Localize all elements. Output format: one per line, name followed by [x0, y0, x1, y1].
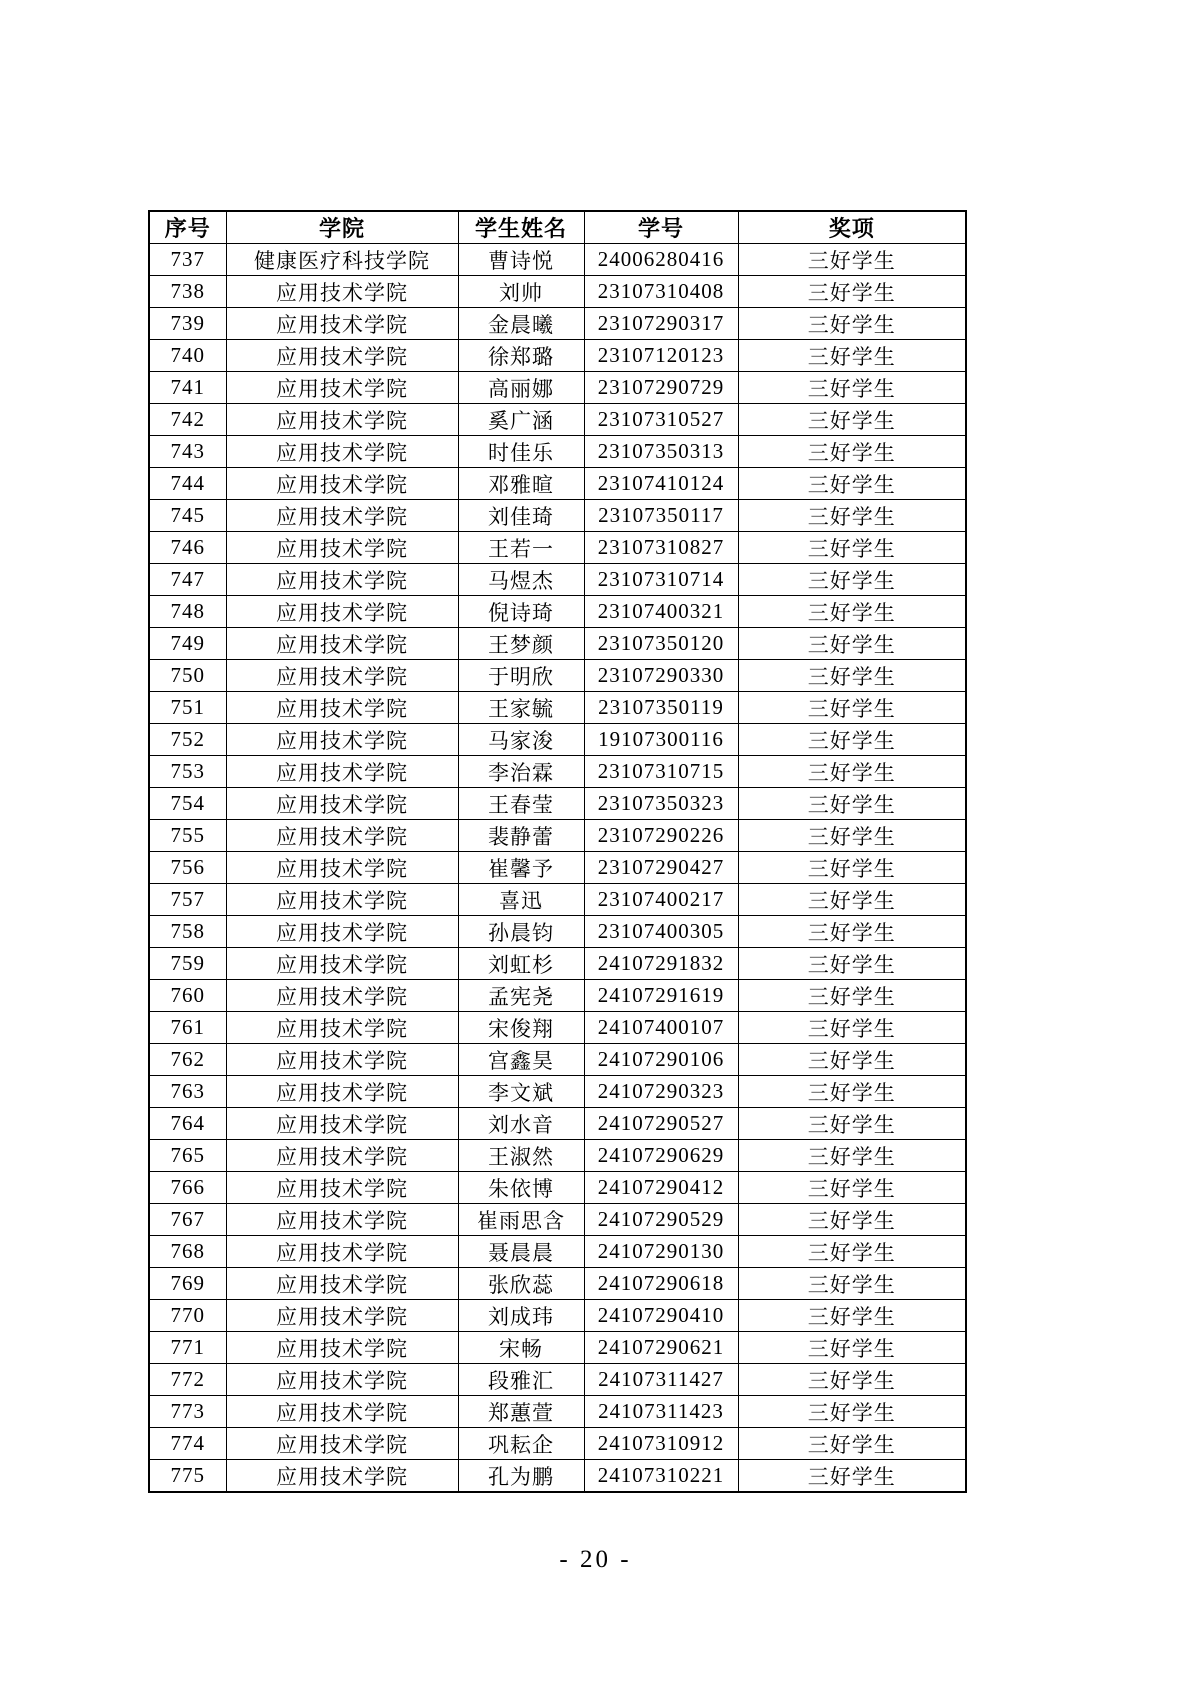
award-cell: 三好学生: [738, 1204, 966, 1236]
serial-cell: 746: [149, 532, 226, 564]
student-id-cell: 23107350313: [584, 436, 738, 468]
serial-cell: 745: [149, 500, 226, 532]
table-row: [149, 1396, 966, 1428]
table-row: [149, 628, 966, 660]
serial-cell: 754: [149, 788, 226, 820]
college-cell: 应用技术学院: [226, 788, 458, 820]
student-id-cell: 24107290412: [584, 1172, 738, 1204]
serial-cell: 767: [149, 1204, 226, 1236]
award-cell: 三好学生: [738, 1460, 966, 1493]
student-id-cell: 23107350323: [584, 788, 738, 820]
award-cell: 三好学生: [738, 692, 966, 724]
student-id-cell: 24107290130: [584, 1236, 738, 1268]
table-row: [149, 948, 966, 980]
serial-cell: 762: [149, 1044, 226, 1076]
college-cell: 应用技术学院: [226, 980, 458, 1012]
student-name-cell: 王春莹: [458, 788, 584, 820]
student-name-cell: 朱依博: [458, 1172, 584, 1204]
student-name-cell: 邓雅暄: [458, 468, 584, 500]
table-row: [149, 1300, 966, 1332]
serial-cell: 740: [149, 340, 226, 372]
serial-cell: 771: [149, 1332, 226, 1364]
student-name-cell: 段雅汇: [458, 1364, 584, 1396]
serial-cell: 753: [149, 756, 226, 788]
award-cell: 三好学生: [738, 852, 966, 884]
college-cell: 应用技术学院: [226, 1300, 458, 1332]
student-name-cell: 王梦颜: [458, 628, 584, 660]
table-row: [149, 564, 966, 596]
award-cell: 三好学生: [738, 372, 966, 404]
table-row: [149, 308, 966, 340]
award-cell: 三好学生: [738, 1300, 966, 1332]
serial-cell: 764: [149, 1108, 226, 1140]
serial-cell: 770: [149, 1300, 226, 1332]
student-id-cell: 24107310221: [584, 1460, 738, 1493]
serial-cell: 750: [149, 660, 226, 692]
college-cell: 应用技术学院: [226, 1044, 458, 1076]
table-row: [149, 692, 966, 724]
college-cell: 应用技术学院: [226, 1172, 458, 1204]
student-id-cell: 23107310408: [584, 276, 738, 308]
college-cell: 应用技术学院: [226, 628, 458, 660]
student-name-cell: 孔为鹏: [458, 1460, 584, 1493]
college-cell: 应用技术学院: [226, 596, 458, 628]
student-name-cell: 倪诗琦: [458, 596, 584, 628]
award-cell: 三好学生: [738, 1012, 966, 1044]
award-cell: 三好学生: [738, 724, 966, 756]
student-id-cell: 24107311423: [584, 1396, 738, 1428]
table-row: [149, 404, 966, 436]
student-name-cell: 金晨曦: [458, 308, 584, 340]
student-name-cell: 刘佳琦: [458, 500, 584, 532]
student-name-cell: 刘虹杉: [458, 948, 584, 980]
serial-cell: 749: [149, 628, 226, 660]
col-header-serial: 序号: [149, 211, 226, 244]
award-cell: 三好学生: [738, 1108, 966, 1140]
serial-cell: 758: [149, 916, 226, 948]
student-id-cell: 24107290621: [584, 1332, 738, 1364]
award-cell: 三好学生: [738, 564, 966, 596]
table-body: [149, 244, 966, 1493]
college-cell: 应用技术学院: [226, 820, 458, 852]
college-cell: 应用技术学院: [226, 1140, 458, 1172]
college-cell: 应用技术学院: [226, 1396, 458, 1428]
table-row: [149, 980, 966, 1012]
student-id-cell: 23107120123: [584, 340, 738, 372]
student-name-cell: 聂晨晨: [458, 1236, 584, 1268]
award-cell: 三好学生: [738, 532, 966, 564]
award-cell: 三好学生: [738, 1268, 966, 1300]
college-cell: 应用技术学院: [226, 852, 458, 884]
award-cell: 三好学生: [738, 1076, 966, 1108]
serial-cell: 766: [149, 1172, 226, 1204]
table-row: [149, 1076, 966, 1108]
table-row: [149, 1428, 966, 1460]
table-row: [149, 1204, 966, 1236]
student-name-cell: 曹诗悦: [458, 244, 584, 276]
table-row: [149, 276, 966, 308]
award-cell: 三好学生: [738, 884, 966, 916]
serial-cell: 743: [149, 436, 226, 468]
table-row: [149, 660, 966, 692]
award-cell: 三好学生: [738, 916, 966, 948]
table-row: [149, 884, 966, 916]
table-row: [149, 340, 966, 372]
table-row: [149, 724, 966, 756]
table-row: [149, 1332, 966, 1364]
student-id-cell: 24107290629: [584, 1140, 738, 1172]
college-cell: 健康医疗科技学院: [226, 244, 458, 276]
award-cell: 三好学生: [738, 980, 966, 1012]
student-name-cell: 裴静蕾: [458, 820, 584, 852]
student-name-cell: 李文斌: [458, 1076, 584, 1108]
college-cell: 应用技术学院: [226, 436, 458, 468]
serial-cell: 760: [149, 980, 226, 1012]
col-header-student-name: 学生姓名: [458, 211, 584, 244]
serial-cell: 741: [149, 372, 226, 404]
college-cell: 应用技术学院: [226, 916, 458, 948]
table-row: [149, 532, 966, 564]
college-cell: 应用技术学院: [226, 1268, 458, 1300]
student-name-cell: 宋畅: [458, 1332, 584, 1364]
student-id-cell: 23107310715: [584, 756, 738, 788]
student-id-cell: 24107310912: [584, 1428, 738, 1460]
student-id-cell: 23107400217: [584, 884, 738, 916]
serial-cell: 737: [149, 244, 226, 276]
college-cell: 应用技术学院: [226, 1236, 458, 1268]
table-row: [149, 1044, 966, 1076]
college-cell: 应用技术学院: [226, 1364, 458, 1396]
student-name-cell: 崔雨思含: [458, 1204, 584, 1236]
student-id-cell: 24006280416: [584, 244, 738, 276]
college-cell: 应用技术学院: [226, 884, 458, 916]
student-id-cell: 24107291619: [584, 980, 738, 1012]
serial-cell: 763: [149, 1076, 226, 1108]
student-name-cell: 马煜杰: [458, 564, 584, 596]
student-name-cell: 崔馨予: [458, 852, 584, 884]
table-row: [149, 788, 966, 820]
serial-cell: 748: [149, 596, 226, 628]
award-cell: 三好学生: [738, 1332, 966, 1364]
student-id-cell: 19107300116: [584, 724, 738, 756]
college-cell: 应用技术学院: [226, 948, 458, 980]
student-name-cell: 徐郑璐: [458, 340, 584, 372]
student-id-cell: 24107290106: [584, 1044, 738, 1076]
college-cell: 应用技术学院: [226, 276, 458, 308]
college-cell: 应用技术学院: [226, 1332, 458, 1364]
student-id-cell: 23107290330: [584, 660, 738, 692]
serial-cell: 759: [149, 948, 226, 980]
award-cell: 三好学生: [738, 1364, 966, 1396]
student-id-cell: 24107290527: [584, 1108, 738, 1140]
college-cell: 应用技术学院: [226, 468, 458, 500]
award-cell: 三好学生: [738, 276, 966, 308]
serial-cell: 775: [149, 1460, 226, 1493]
table-row: [149, 1172, 966, 1204]
serial-cell: 756: [149, 852, 226, 884]
student-name-cell: 高丽娜: [458, 372, 584, 404]
student-id-cell: 23107400321: [584, 596, 738, 628]
student-name-cell: 孙晨钧: [458, 916, 584, 948]
serial-cell: 761: [149, 1012, 226, 1044]
award-table: [148, 210, 967, 1493]
college-cell: 应用技术学院: [226, 1076, 458, 1108]
college-cell: 应用技术学院: [226, 308, 458, 340]
student-name-cell: 奚广涵: [458, 404, 584, 436]
student-name-cell: 李治霖: [458, 756, 584, 788]
table-row: [149, 468, 966, 500]
award-cell: 三好学生: [738, 596, 966, 628]
college-cell: 应用技术学院: [226, 340, 458, 372]
award-cell: 三好学生: [738, 1140, 966, 1172]
college-cell: 应用技术学院: [226, 404, 458, 436]
serial-cell: 738: [149, 276, 226, 308]
col-header-college: 学院: [226, 211, 458, 244]
serial-cell: 752: [149, 724, 226, 756]
table-row: [149, 436, 966, 468]
col-header-award: 奖项: [738, 211, 966, 244]
award-cell: 三好学生: [738, 948, 966, 980]
student-name-cell: 王若一: [458, 532, 584, 564]
student-name-cell: 刘水音: [458, 1108, 584, 1140]
student-id-cell: 23107310827: [584, 532, 738, 564]
table-row: [149, 1460, 966, 1493]
student-id-cell: 23107290427: [584, 852, 738, 884]
student-name-cell: 马家浚: [458, 724, 584, 756]
college-cell: 应用技术学院: [226, 692, 458, 724]
table-row: [149, 820, 966, 852]
student-id-cell: 24107290410: [584, 1300, 738, 1332]
award-cell: 三好学生: [738, 244, 966, 276]
student-id-cell: 23107410124: [584, 468, 738, 500]
college-cell: 应用技术学院: [226, 1204, 458, 1236]
serial-cell: 765: [149, 1140, 226, 1172]
serial-cell: 742: [149, 404, 226, 436]
table-row: [149, 372, 966, 404]
student-name-cell: 张欣蕊: [458, 1268, 584, 1300]
student-name-cell: 刘成玮: [458, 1300, 584, 1332]
table-row: [149, 596, 966, 628]
award-cell: 三好学生: [738, 468, 966, 500]
serial-cell: 772: [149, 1364, 226, 1396]
table-header-row: [149, 211, 966, 244]
table-row: [149, 244, 966, 276]
serial-cell: 768: [149, 1236, 226, 1268]
student-name-cell: 巩耘企: [458, 1428, 584, 1460]
table-row: [149, 852, 966, 884]
serial-cell: 773: [149, 1396, 226, 1428]
table-row: [149, 916, 966, 948]
award-cell: 三好学生: [738, 756, 966, 788]
award-cell: 三好学生: [738, 628, 966, 660]
award-cell: 三好学生: [738, 404, 966, 436]
college-cell: 应用技术学院: [226, 1428, 458, 1460]
col-header-student-id: 学号: [584, 211, 738, 244]
table-row: [149, 1268, 966, 1300]
college-cell: 应用技术学院: [226, 724, 458, 756]
student-name-cell: 宋俊翔: [458, 1012, 584, 1044]
college-cell: 应用技术学院: [226, 756, 458, 788]
student-name-cell: 时佳乐: [458, 436, 584, 468]
serial-cell: 769: [149, 1268, 226, 1300]
award-cell: 三好学生: [738, 1396, 966, 1428]
college-cell: 应用技术学院: [226, 1108, 458, 1140]
college-cell: 应用技术学院: [226, 660, 458, 692]
serial-cell: 757: [149, 884, 226, 916]
student-id-cell: 23107350120: [584, 628, 738, 660]
table-row: [149, 756, 966, 788]
serial-cell: 739: [149, 308, 226, 340]
table-row: [149, 1108, 966, 1140]
serial-cell: 747: [149, 564, 226, 596]
student-id-cell: 24107290529: [584, 1204, 738, 1236]
table-row: [149, 500, 966, 532]
college-cell: 应用技术学院: [226, 1012, 458, 1044]
student-id-cell: 23107400305: [584, 916, 738, 948]
student-id-cell: 24107290323: [584, 1076, 738, 1108]
table-row: [149, 1012, 966, 1044]
award-cell: 三好学生: [738, 500, 966, 532]
award-cell: 三好学生: [738, 788, 966, 820]
student-id-cell: 24107311427: [584, 1364, 738, 1396]
award-cell: 三好学生: [738, 1044, 966, 1076]
award-cell: 三好学生: [738, 308, 966, 340]
college-cell: 应用技术学院: [226, 1460, 458, 1493]
student-id-cell: 23107310527: [584, 404, 738, 436]
serial-cell: 755: [149, 820, 226, 852]
student-name-cell: 宫鑫昊: [458, 1044, 584, 1076]
student-id-cell: 24107291832: [584, 948, 738, 980]
table-row: [149, 1140, 966, 1172]
table-row: [149, 1236, 966, 1268]
student-id-cell: 23107310714: [584, 564, 738, 596]
award-cell: 三好学生: [738, 820, 966, 852]
student-name-cell: 孟宪尧: [458, 980, 584, 1012]
student-id-cell: 23107350117: [584, 500, 738, 532]
student-name-cell: 王家毓: [458, 692, 584, 724]
student-name-cell: 郑蕙萱: [458, 1396, 584, 1428]
college-cell: 应用技术学院: [226, 564, 458, 596]
award-cell: 三好学生: [738, 1236, 966, 1268]
award-cell: 三好学生: [738, 1428, 966, 1460]
student-id-cell: 23107290729: [584, 372, 738, 404]
award-cell: 三好学生: [738, 660, 966, 692]
award-cell: 三好学生: [738, 1172, 966, 1204]
college-cell: 应用技术学院: [226, 500, 458, 532]
student-id-cell: 23107350119: [584, 692, 738, 724]
student-id-cell: 23107290226: [584, 820, 738, 852]
award-cell: 三好学生: [738, 436, 966, 468]
serial-cell: 774: [149, 1428, 226, 1460]
college-cell: 应用技术学院: [226, 532, 458, 564]
award-cell: 三好学生: [738, 340, 966, 372]
student-name-cell: 刘帅: [458, 276, 584, 308]
serial-cell: 751: [149, 692, 226, 724]
student-id-cell: 24107290618: [584, 1268, 738, 1300]
student-name-cell: 于明欣: [458, 660, 584, 692]
student-id-cell: 24107400107: [584, 1012, 738, 1044]
student-name-cell: 王淑然: [458, 1140, 584, 1172]
page-number: - 20 -: [559, 1546, 632, 1573]
table-row: [149, 1364, 966, 1396]
college-cell: 应用技术学院: [226, 372, 458, 404]
student-name-cell: 喜迅: [458, 884, 584, 916]
serial-cell: 744: [149, 468, 226, 500]
student-id-cell: 23107290317: [584, 308, 738, 340]
